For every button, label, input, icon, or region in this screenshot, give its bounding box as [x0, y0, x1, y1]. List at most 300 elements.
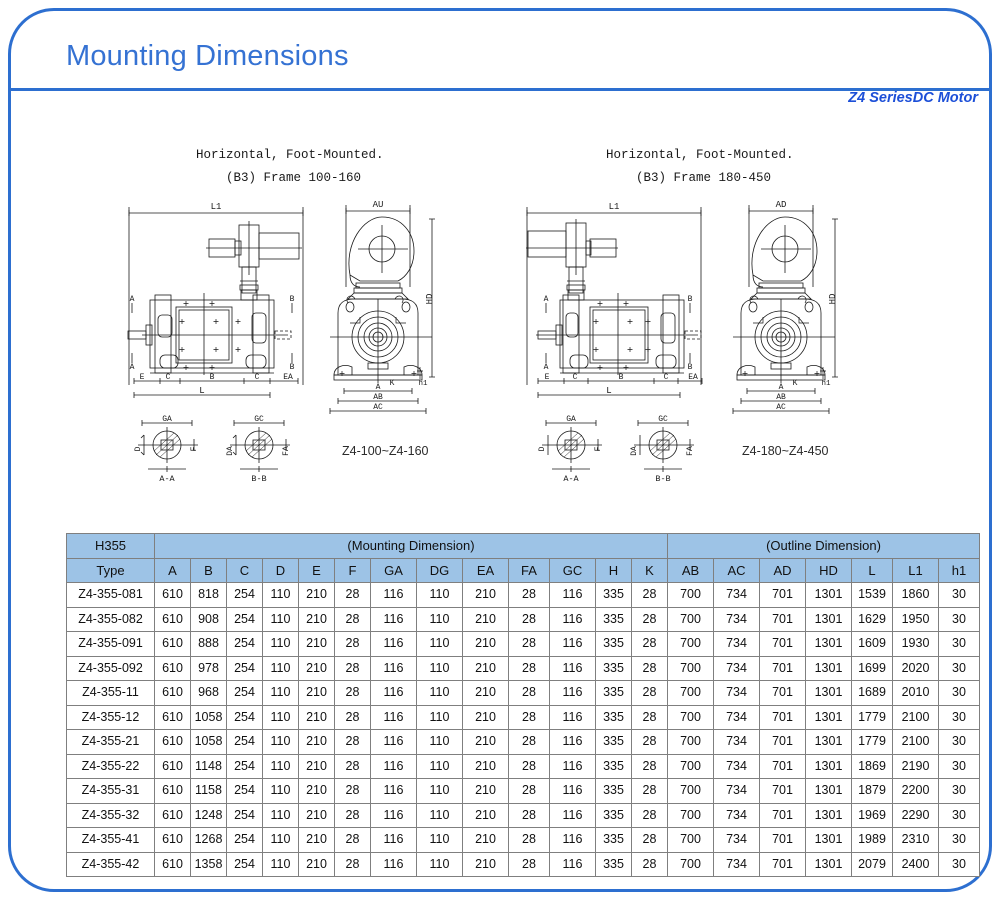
cell-fa: 28	[509, 607, 550, 632]
cell-ab: 700	[668, 730, 714, 755]
svg-text:B: B	[289, 295, 295, 304]
cell-b: 1248	[191, 803, 227, 828]
cell-ad: 701	[760, 607, 806, 632]
cell-h: 335	[596, 779, 632, 804]
cell-gc: 116	[550, 730, 596, 755]
cell-b: 1358	[191, 852, 227, 877]
cell-ac: 734	[714, 779, 760, 804]
svg-text:B-B: B-B	[251, 474, 267, 484]
page-title: Mounting Dimensions	[66, 40, 349, 72]
svg-text:EA: EA	[283, 373, 293, 382]
cell-a: 610	[155, 828, 191, 853]
cell-dg: 110	[417, 656, 463, 681]
cell-c: 254	[227, 852, 263, 877]
cell-hd: 1301	[806, 730, 852, 755]
cell-fa: 28	[509, 705, 550, 730]
cell-e: 210	[299, 656, 335, 681]
cell-k: 28	[632, 705, 668, 730]
cell-h: 335	[596, 754, 632, 779]
table-group-header-row	[67, 534, 980, 559]
svg-text:GC: GC	[254, 415, 264, 424]
cell-e: 210	[299, 681, 335, 706]
header-col-ad: AD	[760, 558, 806, 583]
cell-k: 28	[632, 779, 668, 804]
cell-l: 1869	[852, 754, 893, 779]
cell-c: 254	[227, 828, 263, 853]
cell-ea: 210	[463, 803, 509, 828]
cell-l: 1609	[852, 632, 893, 657]
header-col-h: H	[596, 558, 632, 583]
svg-text:GC: GC	[658, 415, 668, 424]
cell-f: 28	[335, 632, 371, 657]
svg-text:A: A	[778, 383, 784, 392]
cell-f: 28	[335, 705, 371, 730]
cell-l: 1689	[852, 681, 893, 706]
svg-text:EA: EA	[688, 373, 698, 382]
svg-text:D: D	[538, 446, 547, 452]
header-group-mounting: (Mounting Dimension)	[155, 534, 668, 559]
cell-type: Z4-355-11	[67, 681, 155, 706]
cell-fa: 28	[509, 779, 550, 804]
svg-text:FA: FA	[282, 446, 291, 456]
svg-text:AU: AU	[372, 200, 384, 210]
cell-k: 28	[632, 852, 668, 877]
header-frame-size: H355	[67, 534, 155, 559]
header-col-ac: AC	[714, 558, 760, 583]
cell-b: 968	[191, 681, 227, 706]
cell-ga: 116	[371, 730, 417, 755]
cell-ad: 701	[760, 754, 806, 779]
cell-k: 28	[632, 754, 668, 779]
svg-text:B: B	[209, 373, 215, 382]
cell-ab: 700	[668, 705, 714, 730]
cell-h1: 30	[939, 607, 980, 632]
cell-h: 335	[596, 705, 632, 730]
cell-h1: 30	[939, 730, 980, 755]
cell-ad: 701	[760, 583, 806, 608]
svg-text:L: L	[606, 386, 612, 396]
svg-text:FA: FA	[686, 446, 695, 456]
cell-e: 210	[299, 632, 335, 657]
table-column-header-row	[67, 558, 980, 583]
cell-hd: 1301	[806, 681, 852, 706]
cell-b: 1268	[191, 828, 227, 853]
cell-f: 28	[335, 656, 371, 681]
cell-ga: 116	[371, 779, 417, 804]
cell-f: 28	[335, 779, 371, 804]
cell-h1: 30	[939, 583, 980, 608]
cell-dg: 110	[417, 705, 463, 730]
cell-b: 1148	[191, 754, 227, 779]
table-row	[67, 779, 980, 804]
cell-k: 28	[632, 803, 668, 828]
cell-a: 610	[155, 730, 191, 755]
header-col-k: K	[632, 558, 668, 583]
cell-dg: 110	[417, 852, 463, 877]
cell-l: 1539	[852, 583, 893, 608]
cell-a: 610	[155, 583, 191, 608]
cell-dg: 110	[417, 730, 463, 755]
header-col-fa: FA	[509, 558, 550, 583]
cell-l1: 2020	[893, 656, 939, 681]
figure-2-model-range: Z4-180~Z4-450	[742, 444, 829, 458]
cell-ab: 700	[668, 803, 714, 828]
cell-l: 2079	[852, 852, 893, 877]
cell-c: 254	[227, 803, 263, 828]
svg-text:L: L	[199, 386, 205, 396]
cell-e: 210	[299, 754, 335, 779]
header-col-ea: EA	[463, 558, 509, 583]
cell-d: 110	[263, 607, 299, 632]
cell-a: 610	[155, 607, 191, 632]
cell-a: 610	[155, 705, 191, 730]
cell-hd: 1301	[806, 803, 852, 828]
svg-text:GA: GA	[162, 415, 172, 424]
cell-fa: 28	[509, 681, 550, 706]
figure-2-drawing	[518, 195, 848, 485]
cell-gc: 116	[550, 705, 596, 730]
svg-text:B: B	[618, 373, 624, 382]
cell-a: 610	[155, 754, 191, 779]
cell-d: 110	[263, 583, 299, 608]
cell-type: Z4-355-091	[67, 632, 155, 657]
title-divider	[11, 88, 989, 91]
cell-h1: 30	[939, 803, 980, 828]
cell-h1: 30	[939, 779, 980, 804]
svg-text:K: K	[389, 379, 395, 388]
figure-1-caption-line2: (B3) Frame 100-160	[226, 171, 362, 185]
cell-k: 28	[632, 730, 668, 755]
svg-text:A: A	[129, 295, 135, 304]
header-col-a: A	[155, 558, 191, 583]
cell-gc: 116	[550, 803, 596, 828]
header-col-dg: DG	[417, 558, 463, 583]
cell-ea: 210	[463, 632, 509, 657]
cell-type: Z4-355-092	[67, 656, 155, 681]
cell-h: 335	[596, 681, 632, 706]
cell-c: 254	[227, 607, 263, 632]
cell-h: 335	[596, 583, 632, 608]
cell-c: 254	[227, 632, 263, 657]
cell-ac: 734	[714, 656, 760, 681]
cell-type: Z4-355-081	[67, 583, 155, 608]
cell-f: 28	[335, 803, 371, 828]
cell-a: 610	[155, 852, 191, 877]
cell-ad: 701	[760, 632, 806, 657]
header-col-b: B	[191, 558, 227, 583]
cell-type: Z4-355-32	[67, 803, 155, 828]
cell-dg: 110	[417, 632, 463, 657]
cell-d: 110	[263, 730, 299, 755]
cell-h: 335	[596, 607, 632, 632]
cell-f: 28	[335, 828, 371, 853]
figure-2-caption-line1: Horizontal, Foot-Mounted.	[606, 148, 794, 162]
cell-dg: 110	[417, 681, 463, 706]
cell-fa: 28	[509, 803, 550, 828]
cell-type: Z4-355-41	[67, 828, 155, 853]
cell-ac: 734	[714, 632, 760, 657]
cell-dg: 110	[417, 828, 463, 853]
cell-gc: 116	[550, 852, 596, 877]
cell-ab: 700	[668, 632, 714, 657]
cell-hd: 1301	[806, 607, 852, 632]
cell-gc: 116	[550, 583, 596, 608]
svg-text:GA: GA	[566, 415, 576, 424]
cell-type: Z4-355-22	[67, 754, 155, 779]
dimensions-table	[66, 533, 980, 877]
cell-gc: 116	[550, 632, 596, 657]
svg-text:A: A	[543, 295, 549, 304]
cell-e: 210	[299, 705, 335, 730]
cell-l1: 2010	[893, 681, 939, 706]
table-row	[67, 754, 980, 779]
cell-h1: 30	[939, 705, 980, 730]
cell-hd: 1301	[806, 632, 852, 657]
cell-c: 254	[227, 583, 263, 608]
cell-e: 210	[299, 803, 335, 828]
cell-c: 254	[227, 681, 263, 706]
cell-e: 210	[299, 779, 335, 804]
svg-text:A-A: A-A	[563, 474, 579, 484]
svg-text:C: C	[165, 373, 171, 382]
cell-h1: 30	[939, 852, 980, 877]
table-row	[67, 607, 980, 632]
cell-gc: 116	[550, 681, 596, 706]
cell-hd: 1301	[806, 779, 852, 804]
header-col-l: L	[852, 558, 893, 583]
cell-dg: 110	[417, 803, 463, 828]
svg-text:AB: AB	[776, 393, 786, 402]
table-body	[67, 583, 980, 877]
cell-d: 110	[263, 828, 299, 853]
cell-dg: 110	[417, 607, 463, 632]
cell-ea: 210	[463, 607, 509, 632]
svg-text:DA: DA	[226, 446, 235, 456]
header-col-ga: GA	[371, 558, 417, 583]
cell-hd: 1301	[806, 705, 852, 730]
table-row	[67, 803, 980, 828]
cell-l1: 2310	[893, 828, 939, 853]
cell-a: 610	[155, 779, 191, 804]
cell-h1: 30	[939, 828, 980, 853]
cell-l: 1989	[852, 828, 893, 853]
svg-text:C: C	[572, 373, 578, 382]
cell-d: 110	[263, 681, 299, 706]
cell-h: 335	[596, 632, 632, 657]
cell-k: 28	[632, 681, 668, 706]
cell-ga: 116	[371, 803, 417, 828]
svg-text:A: A	[129, 363, 135, 372]
svg-text:F: F	[594, 446, 603, 452]
cell-ad: 701	[760, 681, 806, 706]
cell-l: 1879	[852, 779, 893, 804]
svg-text:E: E	[544, 373, 550, 382]
cell-a: 610	[155, 681, 191, 706]
cell-c: 254	[227, 730, 263, 755]
header-col-l1: L1	[893, 558, 939, 583]
cell-f: 28	[335, 730, 371, 755]
table-row	[67, 681, 980, 706]
svg-text:h1: h1	[821, 380, 831, 388]
cell-a: 610	[155, 803, 191, 828]
svg-text:L1: L1	[210, 202, 222, 212]
cell-d: 110	[263, 852, 299, 877]
cell-l: 1629	[852, 607, 893, 632]
svg-text:B: B	[289, 363, 295, 372]
cell-ad: 701	[760, 730, 806, 755]
svg-text:AD: AD	[775, 200, 787, 210]
cell-fa: 28	[509, 828, 550, 853]
cell-ga: 116	[371, 754, 417, 779]
cell-ga: 116	[371, 656, 417, 681]
cell-b: 1058	[191, 730, 227, 755]
cell-h1: 30	[939, 632, 980, 657]
cell-ea: 210	[463, 730, 509, 755]
cell-ea: 210	[463, 779, 509, 804]
cell-type: Z4-355-31	[67, 779, 155, 804]
svg-text:E: E	[139, 373, 145, 382]
cell-ac: 734	[714, 607, 760, 632]
svg-text:h1: h1	[418, 380, 428, 388]
svg-text:A: A	[375, 383, 381, 392]
cell-l1: 2190	[893, 754, 939, 779]
cell-b: 888	[191, 632, 227, 657]
header-col-d: D	[263, 558, 299, 583]
header-col-h1: h1	[939, 558, 980, 583]
cell-hd: 1301	[806, 583, 852, 608]
svg-text:HD: HD	[828, 293, 838, 305]
cell-e: 210	[299, 828, 335, 853]
cell-d: 110	[263, 632, 299, 657]
cell-ac: 734	[714, 583, 760, 608]
cell-h: 335	[596, 828, 632, 853]
cell-d: 110	[263, 803, 299, 828]
svg-text:HD: HD	[425, 293, 435, 305]
svg-text:AC: AC	[373, 403, 383, 412]
cell-l: 1969	[852, 803, 893, 828]
cell-ac: 734	[714, 730, 760, 755]
cell-ad: 701	[760, 803, 806, 828]
cell-k: 28	[632, 632, 668, 657]
cell-b: 1058	[191, 705, 227, 730]
cell-ea: 210	[463, 828, 509, 853]
cell-hd: 1301	[806, 852, 852, 877]
cell-ga: 116	[371, 583, 417, 608]
svg-text:B-B: B-B	[655, 474, 671, 484]
cell-h: 335	[596, 656, 632, 681]
cell-ad: 701	[760, 705, 806, 730]
cell-c: 254	[227, 705, 263, 730]
cell-ea: 210	[463, 681, 509, 706]
cell-k: 28	[632, 607, 668, 632]
cell-k: 28	[632, 656, 668, 681]
svg-text:AC: AC	[776, 403, 786, 412]
cell-type: Z4-355-12	[67, 705, 155, 730]
header-col-gc: GC	[550, 558, 596, 583]
cell-ab: 700	[668, 656, 714, 681]
cell-l: 1779	[852, 705, 893, 730]
cell-l: 1779	[852, 730, 893, 755]
cell-ad: 701	[760, 828, 806, 853]
cell-e: 210	[299, 730, 335, 755]
cell-ad: 701	[760, 852, 806, 877]
cell-b: 818	[191, 583, 227, 608]
cell-ea: 210	[463, 656, 509, 681]
cell-fa: 28	[509, 583, 550, 608]
cell-type: Z4-355-42	[67, 852, 155, 877]
header-col-hd: HD	[806, 558, 852, 583]
cell-ea: 210	[463, 852, 509, 877]
cell-ab: 700	[668, 779, 714, 804]
header-col-e: E	[299, 558, 335, 583]
cell-hd: 1301	[806, 754, 852, 779]
cell-l1: 2100	[893, 730, 939, 755]
header-col-c: C	[227, 558, 263, 583]
cell-gc: 116	[550, 607, 596, 632]
cell-h1: 30	[939, 656, 980, 681]
cell-a: 610	[155, 632, 191, 657]
cell-ab: 700	[668, 583, 714, 608]
cell-ac: 734	[714, 803, 760, 828]
cell-dg: 110	[417, 754, 463, 779]
cell-e: 210	[299, 607, 335, 632]
cell-f: 28	[335, 852, 371, 877]
table-row	[67, 705, 980, 730]
cell-c: 254	[227, 656, 263, 681]
cell-e: 210	[299, 852, 335, 877]
cell-l1: 2100	[893, 705, 939, 730]
cell-c: 254	[227, 779, 263, 804]
cell-ac: 734	[714, 754, 760, 779]
cell-h: 335	[596, 852, 632, 877]
cell-l1: 1950	[893, 607, 939, 632]
cell-type: Z4-355-21	[67, 730, 155, 755]
figure-1-caption-line1: Horizontal, Foot-Mounted.	[196, 148, 384, 162]
table-row	[67, 730, 980, 755]
header-col-ab: AB	[668, 558, 714, 583]
cell-l1: 1860	[893, 583, 939, 608]
cell-l1: 2400	[893, 852, 939, 877]
svg-text:L1: L1	[608, 202, 620, 212]
svg-text:C: C	[663, 373, 669, 382]
cell-f: 28	[335, 754, 371, 779]
cell-ea: 210	[463, 705, 509, 730]
svg-text:A: A	[543, 363, 549, 372]
cell-h: 335	[596, 730, 632, 755]
cell-ga: 116	[371, 681, 417, 706]
cell-l1: 2290	[893, 803, 939, 828]
cell-ga: 116	[371, 607, 417, 632]
cell-c: 254	[227, 754, 263, 779]
cell-ab: 700	[668, 681, 714, 706]
cell-fa: 28	[509, 632, 550, 657]
cell-a: 610	[155, 656, 191, 681]
svg-text:B: B	[687, 363, 693, 372]
cell-hd: 1301	[806, 828, 852, 853]
cell-e: 210	[299, 583, 335, 608]
cell-k: 28	[632, 828, 668, 853]
cell-fa: 28	[509, 730, 550, 755]
cell-f: 28	[335, 583, 371, 608]
table-row	[67, 583, 980, 608]
svg-text:D: D	[134, 446, 143, 452]
cell-d: 110	[263, 656, 299, 681]
cell-fa: 28	[509, 754, 550, 779]
cell-k: 28	[632, 583, 668, 608]
header-group-outline: (Outline Dimension)	[668, 534, 980, 559]
cell-ac: 734	[714, 705, 760, 730]
cell-b: 978	[191, 656, 227, 681]
